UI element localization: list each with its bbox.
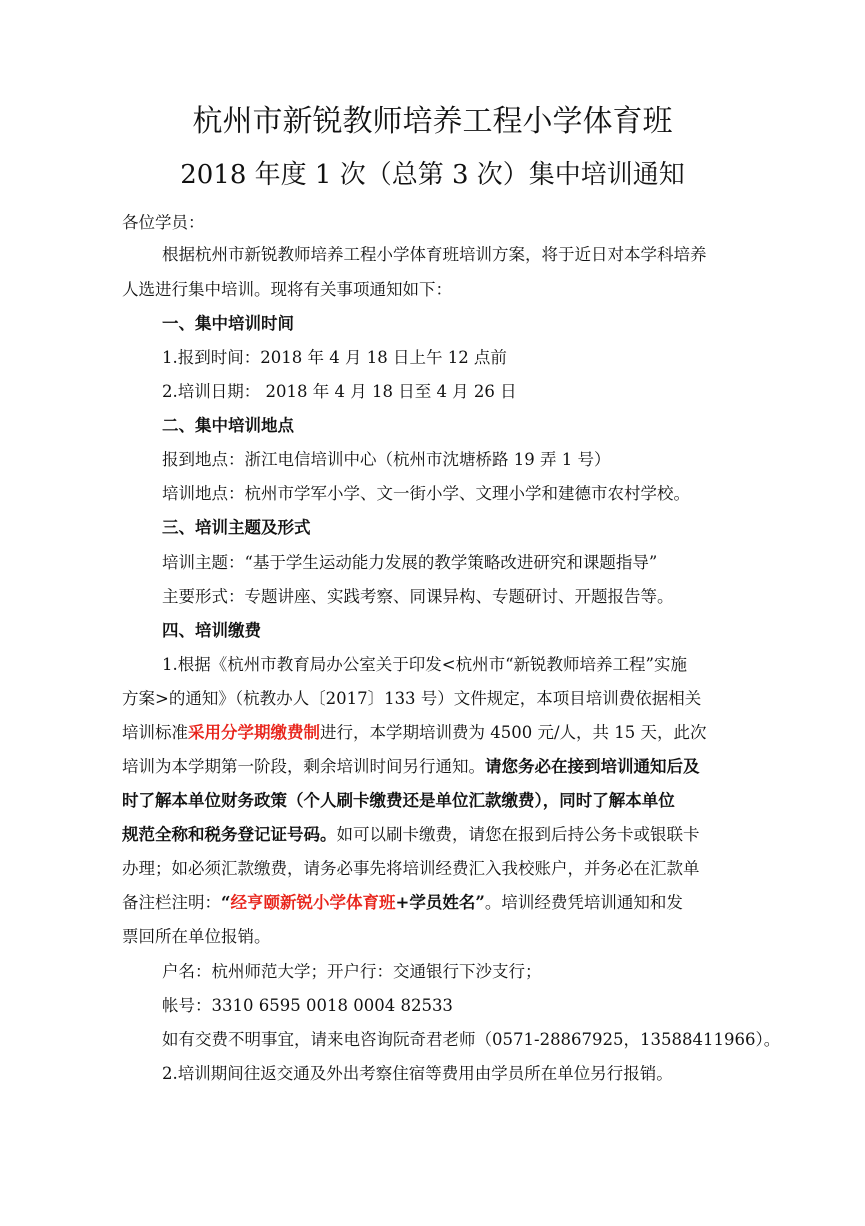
account-number: 帐号：3310 6595 0018 0004 82533 <box>162 996 453 1015</box>
fee-para-line-5: 时了解本单位财务政策（个人刷卡缴费还是单位汇款缴费），同时了解本单位 <box>122 791 675 810</box>
notice-title-line1: 杭州市新锐教师培养工程小学体育班 <box>192 104 673 139</box>
fee-para-line-8 <box>122 886 683 920</box>
fee-para-line-6 <box>122 818 700 852</box>
fee-emphasis: “ <box>221 893 231 912</box>
fee-contact: 如有交费不明事宜，请来电咨询阮奇君老师（0571-28867925，13588411966）。 <box>162 1030 781 1049</box>
training-form: 主要形式：专题讲座、实践考察、同课异构、专题研讨、开题报告等。 <box>162 587 674 606</box>
fee-text: 备注栏注明： <box>122 893 221 912</box>
notice-title-line2: 2018 年度 1 次（总第 3 次）集中培训通知 <box>180 160 685 190</box>
section-3-heading: 三、培训主题及形式 <box>162 518 311 537</box>
fee-highlight: 采用分学期缴费制 <box>188 723 320 742</box>
fee-para-line-3 <box>122 716 707 750</box>
training-theme: 培训主题：“基于学生运动能力发展的教学策略改进研究和课题指导” <box>162 553 658 572</box>
greeting: 各位学员： <box>122 213 205 232</box>
intro-line-1: 根据杭州市新锐教师培养工程小学体育班培训方案，将于近日对本学科培养 <box>162 245 707 264</box>
section-2-heading: 二、集中培训地点 <box>162 416 294 435</box>
fee-text: 培训标准 <box>122 723 188 742</box>
fee-para-line-9: 票回所在单位报销。 <box>122 927 271 946</box>
section-1-heading: 一、集中培训时间 <box>162 314 294 333</box>
intro-line-2: 人选进行集中培训。现将有关事项通知如下： <box>122 280 452 299</box>
fee-para-line-7: 办理；如必须汇款缴费，请务必事先将培训经费汇入我校账户，并务必在汇款单 <box>122 859 700 878</box>
fee-emphasis: 请您务必在接到培训通知后及 <box>485 757 700 776</box>
fee-para-2: 2.培训期间往返交通及外出考察住宿等费用由学员所在单位另行报销。 <box>162 1064 673 1083</box>
report-time: 1.报到时间：2018 年 4 月 18 日上午 12 点前 <box>162 348 507 367</box>
fee-text: 。培训经费凭培训通知和发 <box>484 893 683 912</box>
fee-emphasis: +学员姓名” <box>395 893 485 912</box>
fee-highlight: 经亨颐新锐小学体育班 <box>230 893 396 912</box>
fee-para-line-4 <box>122 750 700 784</box>
fee-emphasis: 规范全称和税务登记证号码。 <box>122 825 337 844</box>
account-name: 户名：杭州师范大学；开户行：交通银行下沙支行； <box>162 962 542 981</box>
fee-text: 培训为本学期第一阶段，剩余培训时间另行通知。 <box>122 757 485 776</box>
fee-para-line-2: 方案>的通知》（杭教办人〔2017〕133 号）文件规定，本项目培训费依据相关 <box>122 689 702 708</box>
training-place: 培训地点：杭州市学军小学、文一街小学、文理小学和建德市农村学校。 <box>162 484 690 503</box>
section-4-heading: 四、培训缴费 <box>162 621 261 640</box>
training-date: 2.培训日期： 2018 年 4 月 18 日至 4 月 26 日 <box>162 382 517 401</box>
fee-text: 进行，本学期培训费为 4500 元/人，共 15 天，此次 <box>320 723 707 742</box>
fee-para-line-1: 1.根据《杭州市教育局办公室关于印发<杭州市“新锐教师培养工程”实施 <box>162 655 687 674</box>
fee-text: 如可以刷卡缴费，请您在报到后持公务卡或银联卡 <box>336 825 700 844</box>
report-place: 报到地点：浙江电信培训中心（杭州市沈塘桥路 19 弄 1 号） <box>162 450 611 469</box>
